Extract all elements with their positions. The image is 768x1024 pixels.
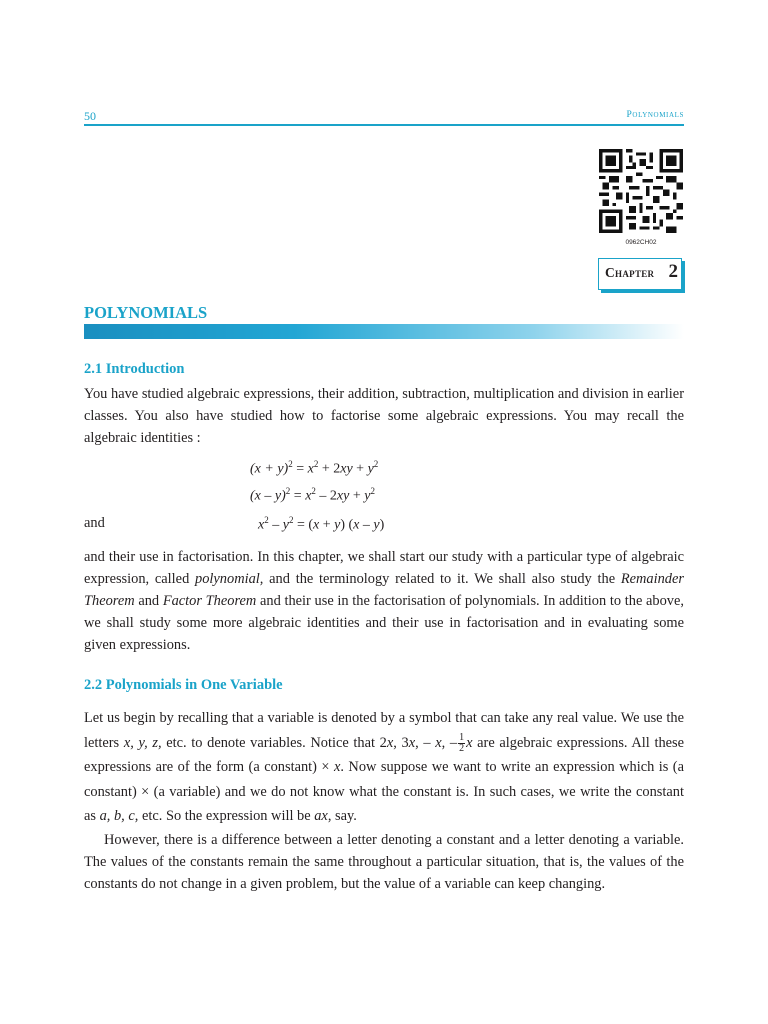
term-remainder-theorem: Remainder Theorem xyxy=(84,571,684,609)
term-factor-theorem: Factor Theorem xyxy=(162,593,257,609)
running-title: Polynomials xyxy=(626,110,684,120)
section-heading-one-variable: 2.2 Polynomials in One Variable xyxy=(84,677,283,693)
chapter-label: Chapter xyxy=(605,265,655,280)
one-variable-paragraph-1: Let us begin by recalling that a variable is denoted by a symbol that can take any real value. We use the letters x, y, z, etc. to denote variables. Notice that 2x, 3x, – x, – $\frac{1}{2}$ x are algebraic expressions. All these expressions are of the form (a constant) × x. Now suppose we want to write an expression which is (a constant) × (a variable) and we do not know what the constant is. In such cases, we write the constant as a, b, c, etc. So the expression will be ax, say. xyxy=(84,710,685,824)
chapter-number: 2 xyxy=(668,261,678,282)
header-rule xyxy=(84,124,684,126)
qr-code-label: 0962CH02 xyxy=(625,239,657,246)
fraction-one-half: $\frac{1}{2}$ xyxy=(459,731,465,754)
term-polynomial: polynomial, xyxy=(195,571,264,587)
chapter-box xyxy=(598,258,682,290)
intro-paragraph-2: and their use in factorisation. In this chapter, we shall start our study with a particular type of algebraic expression, called polynomial, and the terminology related to it. We shall also study the Remainder Theorem and Factor Theorem and their use in the factorisation of polynomials. In addition to the above, we shall study some more algebraic identities and their use in factorisation and in evaluating some given expressions. xyxy=(84,549,684,653)
identity-1: $(x + y)^2 = x^2 + 2xy + y^2$ xyxy=(250,459,379,477)
qr-code-icon xyxy=(599,149,683,233)
intro-paragraph: You have studied algebraic expressions, their addition, subtraction, multiplication and division in earlier classes. You also have studied how to factorise some algebraic expressions. You may recall the algebraic identities : xyxy=(84,386,684,446)
chapter-title: POLYNOMIALS xyxy=(84,303,208,322)
identity-2: $(x - y)^2 = x^2 - 2xy + y^2$ xyxy=(250,486,375,504)
identity-3: $x^2 - y^2 = (x + y)$ (x – y) xyxy=(258,515,385,533)
section-heading-introduction: 2.1 Introduction xyxy=(84,361,185,377)
and-label: and xyxy=(84,515,105,531)
page-number: 50 xyxy=(84,109,96,123)
chapter-title-bar xyxy=(84,324,684,339)
one-variable-paragraph-2: However, there is a difference between a letter denoting a constant and a letter denoting a variable. The values of the constants remain the same throughout a particular situation, that is, the values of the constants do not change in a given problem, but the value of a variable can keep changing. xyxy=(84,832,684,892)
